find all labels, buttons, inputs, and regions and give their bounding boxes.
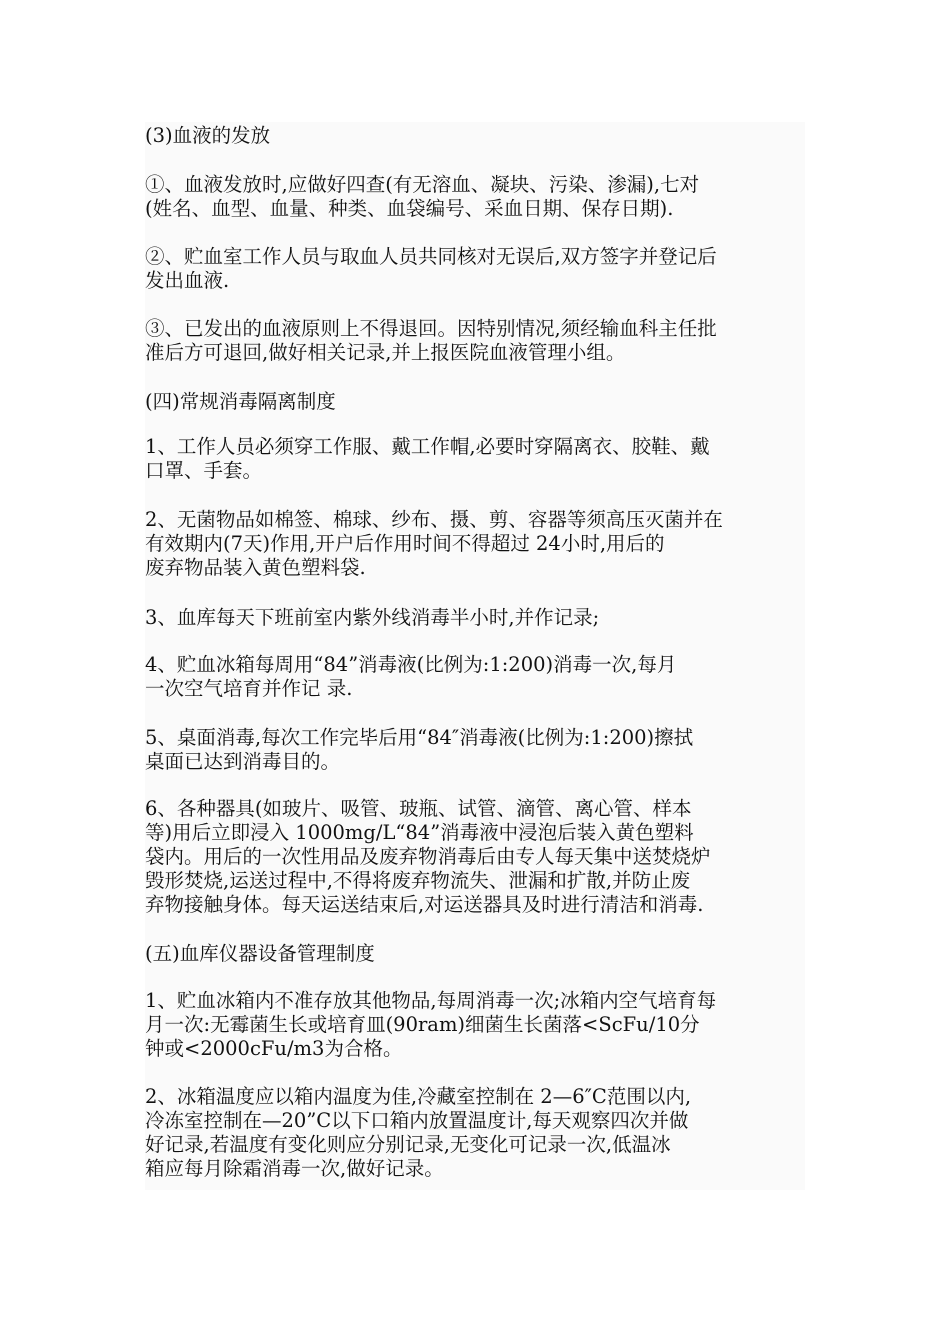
text-line: 6、各种器具(如玻片、吸管、玻瓶、试管、滴管、离心管、样本	[145, 797, 692, 820]
text-line: ③、已发出的血液原则上不得退回。因特别情况,须经输血科主任批	[145, 317, 717, 340]
text-line: (3)血液的发放	[145, 124, 271, 147]
text-line: (四)常规消毒隔离制度	[145, 390, 336, 413]
text-line: ②、贮血室工作人员与取血人员共同核对无误后,双方签字并登记后	[145, 245, 717, 268]
text-line: 2、冰箱温度应以箱内温度为佳,冷藏室控制在 2—6″C范围以内,	[145, 1085, 692, 1108]
document-body	[145, 122, 805, 1190]
paragraph-rule-3	[145, 606, 807, 630]
text-line: 3、血库每天下班前室内紫外线消毒半小时,并作记录;	[145, 606, 600, 629]
paragraph-joint-verification	[145, 245, 807, 293]
paragraph-rule-5	[145, 726, 807, 774]
text-line: 1、工作人员必须穿工作服、戴工作帽,必要时穿隔离衣、胶鞋、戴	[145, 435, 710, 458]
paragraph-no-return	[145, 317, 807, 365]
paragraph-rule-1	[145, 435, 807, 483]
paragraph-equipment-rule-2	[145, 1085, 807, 1181]
paragraph-equipment-rule-1	[145, 989, 807, 1061]
text-line: 等)用后立即浸入 1000mg/L“84”消毒液中浸泡后装入黄色塑料	[145, 821, 694, 844]
text-line: 一次空气培育并作记 录.	[145, 677, 353, 700]
text-line: 好记录,若温度有变化则应分别记录,无变化可记录一次,低温冰	[145, 1133, 671, 1156]
paragraph-rule-4	[145, 653, 807, 701]
text-line: (姓名、血型、血量、种类、血袋编号、采血日期、保存日期).	[145, 197, 674, 220]
text-line: 4、贮血冰箱每周用“84”消毒液(比例为:1:200)消毒一次,每月	[145, 653, 677, 676]
paragraph-rule-6	[145, 797, 807, 917]
section-heading-disinfection	[145, 390, 807, 414]
text-line: 弃物接触身体。每天运送结束后,对运送器具及时进行清洁和消毒.	[145, 893, 704, 916]
text-line: 冷冻室控制在—20”C以下口箱内放置温度计,每天观察四次并做	[145, 1109, 689, 1132]
text-line: 桌面已达到消毒目的。	[145, 750, 341, 773]
text-line: 箱应每月除霜消毒一次,做好记录。	[145, 1157, 444, 1180]
text-line: ①、血液发放时,应做好四查(有无溶血、凝块、污染、渗漏),七对	[145, 173, 700, 196]
section-heading-equipment	[145, 942, 807, 966]
text-line: (五)血库仪器设备管理制度	[145, 942, 375, 965]
section-heading-blood-issue	[145, 124, 807, 148]
text-line: 月一次:无霉菌生长或培育皿(90ram)细菌生长菌落<ScFu/10分	[145, 1013, 700, 1036]
text-line: 口罩、手套。	[145, 459, 263, 482]
text-line: 发出血液.	[145, 269, 230, 292]
text-line: 废弃物品装入黄色塑料袋.	[145, 556, 366, 579]
text-line: 5、桌面消毒,每次工作完毕后用“84″消毒液(比例为:1:200)擦拭	[145, 726, 694, 749]
paragraph-rule-2	[145, 508, 807, 580]
text-line: 袋内。用后的一次性用品及废弃物消毒后由专人每天集中送焚烧炉	[145, 845, 711, 868]
text-line: 2、无菌物品如棉签、棉球、纱布、摄、剪、容器等须高压灭菌并在	[145, 508, 723, 531]
text-line: 准后方可退回,做好相关记录,并上报医院血液管理小组。	[145, 341, 626, 364]
paragraph-issue-checks	[145, 173, 807, 221]
text-line: 有效期内(7天)作用,开户后作用时间不得超过 24小时,用后的	[145, 532, 665, 555]
text-line: 1、贮血冰箱内不准存放其他物品,每周消毒一次;冰箱内空气培育每	[145, 989, 717, 1012]
text-line: 毁形焚烧,运送过程中,不得将废弃物流失、泄漏和扩散,并防止废	[145, 869, 691, 892]
text-line: 钟或<2000cFu/m3为合格。	[145, 1037, 403, 1060]
